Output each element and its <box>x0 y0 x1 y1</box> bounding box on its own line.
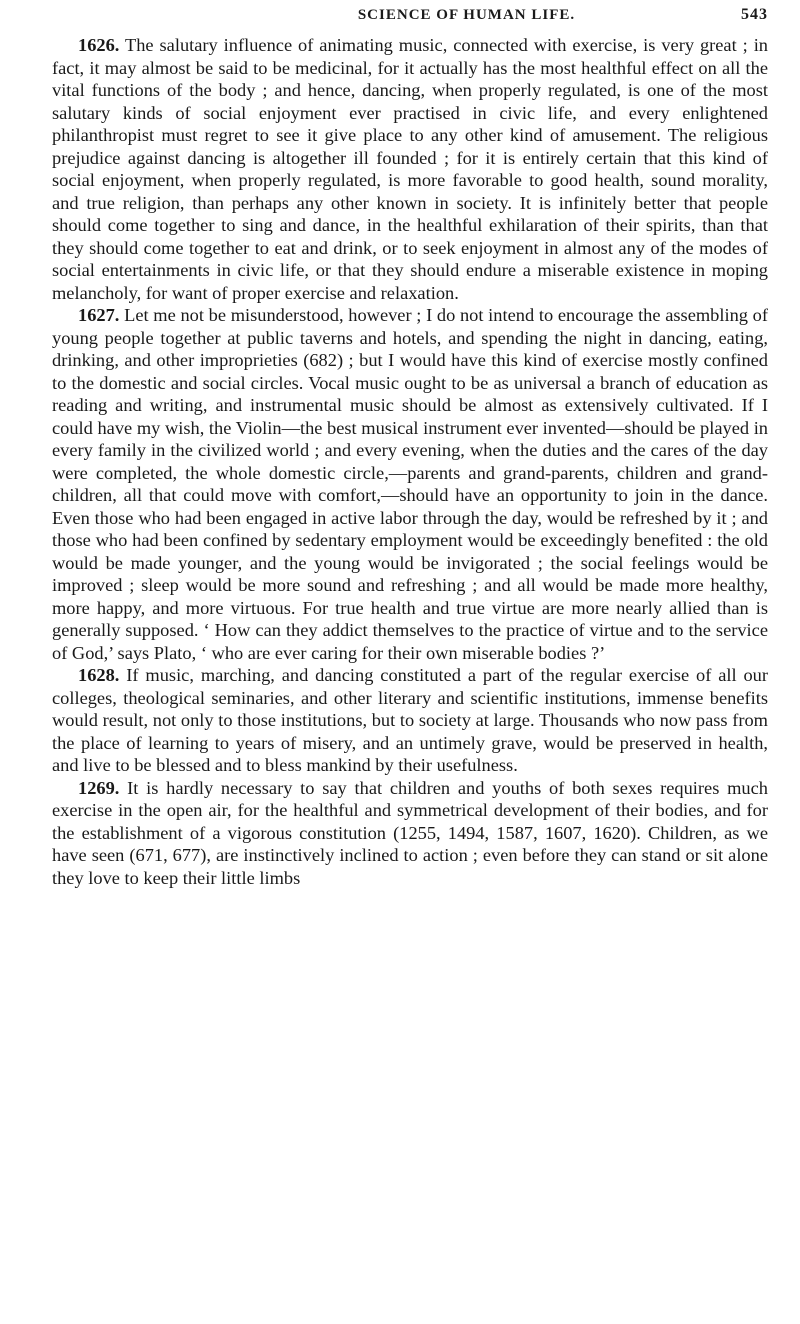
paragraph-number: 1269. <box>78 777 120 798</box>
paragraph-1627 <box>52 304 768 664</box>
page-number: 543 <box>741 6 768 23</box>
running-head <box>52 0 768 34</box>
paragraph-number: 1627. <box>78 305 120 325</box>
paragraph-1626 <box>52 34 768 304</box>
running-title: SCIENCE OF HUMAN LIFE. <box>357 7 576 23</box>
paragraph-1269 <box>52 777 768 890</box>
paragraph-text-cont: The religious prejudice against dancing is altogether ill founded ; for it is entirely certain that this kind of social enjoyment, when properly regulated, is more favorable to good health, sound morality, and true religion, than perhaps any other known in society. It is infinitely better that people should come together to sing and dance, in the healthful exhilaration of their spirits, than that they should come together to eat and drink, or to seek enjoyment in almost any of the modes of social entertainments in civic life, or that they should endure a miserable existence in moping melancholy, for want of proper exercise and relaxation. <box>52 125 768 303</box>
paragraph-text-cont: Even those who had been engaged in active labor through the day, would be refreshed by it ; and those who had been confined by sedentary employment would be exceedingly benefited : the old would be made younger, and the young would be invigorated ; the social feelings would be improved ; sleep would be more sound and refreshing ; and all would be made more healthy, more happy, and more virtuous. For true health and true virtue are more nearly allied than is generally supposed. ‘ How can they addict themselves to the practice of virtue and to the service of God,’ says Plato, ‘ who are ever caring for their own miserable bodies ?’ <box>52 507 768 663</box>
paragraph-text-cont: literary and scientific institutions, immense benefits would result, not only to those institutions, but to society at large. Thousands who now pass from the place of learning to years of misery, and an untimely grave, would be preserved in health, and live to be blessed and to bless mankind by their usefulness. <box>52 687 768 775</box>
paragraph-text: The salutary influence of animating music, connected with exercise, is very great ; in fact, it may almost be said to be medicinal, for it actually has the most healthful effect on all the vital functions of the body ; and hence, dancing, when properly regulated, is one of the most salutary kinds of social enjoyment ever practised in civic life, and every enlightened philanthropist must regret to see it give place to any other kind of amusement. <box>52 35 768 145</box>
paragraph-text-cont: It is hardly necessary to say that children and youths of both sexes requires much exercise in the open air, for the healthful and symmetrical development of their bodies, and for the establishment of a vigorous constitution (1255, 1494, 1587, 1607, 1620). Children, as we have seen (671, 677), are instinctively inclined to action ; even before they can stand or sit alone they love to keep their little limbs <box>52 777 768 888</box>
paragraph-text: Let me not be misunderstood, however ; I do not intend to encourage the assembling of young people together at public taverns and hotels, and spending the night in dancing, eating, drinking, and other improprieties (682) ; but I would have this kind of exercise mostly confined to the domestic and social circles. Vocal music ought to be as universal a branch of education as reading and writing, and instrumental music should be almost as extensively cultivated. If I could have my wish, the Violin—the best musical instrument ever invented—should be played in every family in the civilized world ; and every evening, when the duties and the cares of the day were completed, the whole domestic circle,—parents and grand-parents, children and grand-children, all that could move with comfort,—should have an opportunity to join in the dance. <box>52 305 768 505</box>
book-page <box>52 0 768 1324</box>
paragraph-text: If music, marching, and dancing constituted a part of the regular exercise of all our colleges, theological seminaries, and other <box>52 665 768 708</box>
paragraph-number: 1628. <box>78 665 120 685</box>
paragraph-number: 1626. <box>78 35 120 55</box>
paragraph-1628 <box>52 664 768 777</box>
